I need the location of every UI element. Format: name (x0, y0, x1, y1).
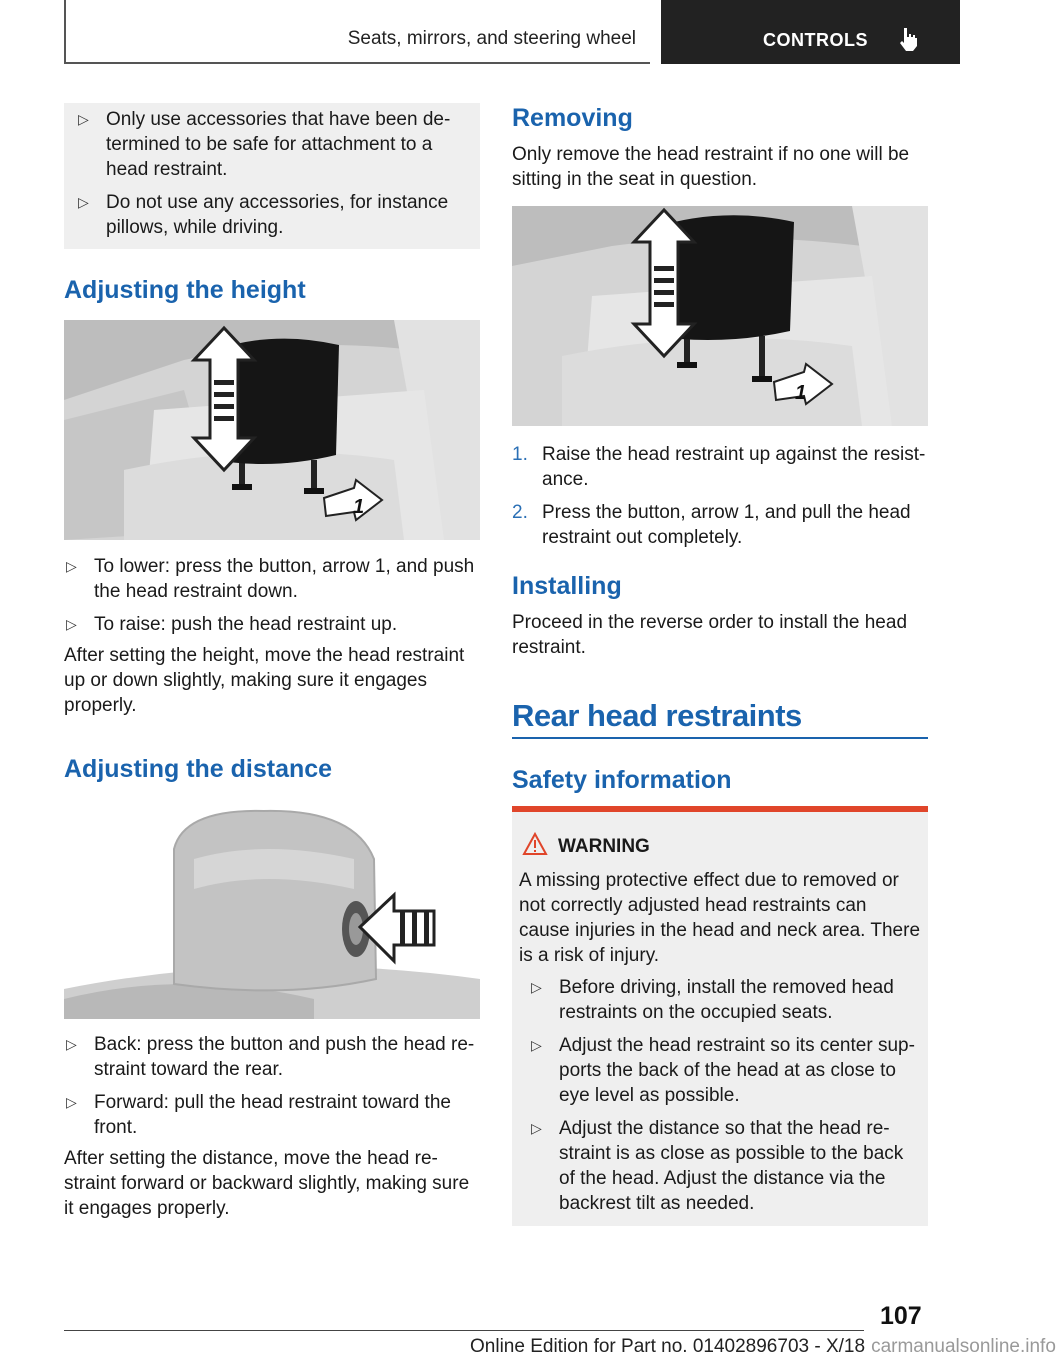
header-section-title: Seats, mirrors, and steering wheel (347, 28, 636, 49)
footer-watermark: carmanualsonline.info (871, 1336, 1056, 1357)
heading-installing: Installing (512, 572, 622, 600)
figure-callout-label: 1 (795, 382, 807, 404)
triangle-bullet-icon: ▷ (66, 1036, 77, 1052)
removing-steps (512, 442, 928, 550)
distance-paragraph: After setting the distance, move the head re-straint forward or backward slightly, making sure it engages properly. (64, 1148, 470, 1219)
triangle-bullet-icon: ▷ (531, 979, 542, 995)
list-item: ▷ Forward: pull the head restraint toward the front. (66, 1092, 451, 1138)
warning-text: A missing protective effect due to removed or not correctly adjusted head restraints can cause injuries in the head and neck area. There is a risk of injury. (519, 870, 921, 966)
page-number: 107 (880, 1302, 922, 1330)
triangle-bullet-icon: ▷ (78, 194, 89, 210)
figure-height-adjust (64, 320, 480, 540)
height-paragraph: After setting the height, move the head restraint up or down slightly, making sure it engages properly. (64, 645, 465, 716)
height-instructions (64, 554, 480, 718)
heading-adjusting-distance: Adjusting the distance (64, 755, 333, 783)
list-item: ▷ Before driving, install the removed head restraints on the occupied seats. (531, 977, 894, 1023)
triangle-bullet-icon: ▷ (66, 616, 77, 632)
triangle-bullet-icon: ▷ (66, 558, 77, 574)
chapter-tab-label: CONTROLS (763, 30, 868, 50)
triangle-bullet-icon: ▷ (531, 1120, 542, 1136)
figure-remove-restraint (512, 206, 928, 426)
list-item: 2. Press the button, arrow 1, and pull the head restraint out completely. (512, 502, 911, 548)
figure-callout-label: 1 (353, 496, 365, 518)
footer-edition: Online Edition for Part no. 01402896703 - X/18 carmanualsonline.info (470, 1336, 1056, 1357)
list-item: ▷ Back: press the button and push the head re-straint toward the rear. (66, 1034, 475, 1080)
warning-label: WARNING (558, 836, 650, 857)
triangle-bullet-icon: ▷ (66, 1094, 77, 1110)
warning-list (529, 975, 921, 1216)
installing-text: Proceed in the reverse order to install the head restraint. (512, 612, 908, 658)
heading-rule (512, 737, 928, 739)
warning-triangle-icon (522, 832, 548, 856)
list-item: ▷ Adjust the head restraint so its center sup-ports the back of the head at as close to eye level as possible. (531, 1035, 915, 1106)
pointing-hand-icon (897, 26, 919, 52)
list-item: ▷ To lower: press the button, arrow 1, and push the head restraint down. (66, 556, 475, 602)
warning-bar (512, 806, 928, 812)
footer-rule (64, 1330, 864, 1331)
list-item: ▷ To raise: push the head restraint up. (66, 614, 398, 635)
heading-safety-information: Safety information (512, 766, 732, 794)
list-item: 1. Raise the head restraint up against the resist-ance. (512, 444, 926, 490)
triangle-bullet-icon: ▷ (78, 111, 89, 127)
heading-rear-head-restraints: Rear head restraints (512, 698, 802, 733)
triangle-bullet-icon: ▷ (531, 1037, 542, 1053)
list-item: ▷ Only use accessories that have been de-termined to be safe for attachment to a head restraint. (78, 109, 451, 180)
list-item: ▷ Do not use any accessories, for instance pillows, while driving. (78, 192, 449, 238)
heading-adjusting-height: Adjusting the height (64, 276, 306, 304)
removing-intro: Only remove the head restraint if no one will be sitting in the seat in question. (512, 144, 910, 190)
distance-instructions (64, 1032, 480, 1221)
figure-distance-adjust (64, 799, 480, 1019)
list-item: ▷ Adjust the distance so that the head re-straint is as close as possible to the back of the head. Adjust the distance via the backrest tilt as needed. (531, 1118, 904, 1214)
warning-box (512, 806, 928, 1226)
chapter-tab[interactable] (661, 0, 960, 64)
accessory-note-box (64, 103, 480, 249)
heading-removing: Removing (512, 104, 633, 132)
header-underline (64, 62, 650, 64)
